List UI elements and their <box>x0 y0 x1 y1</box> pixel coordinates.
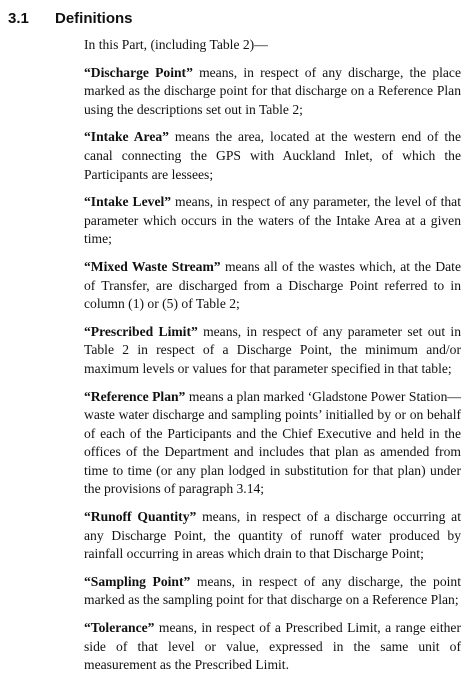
definition-term: “Intake Area” <box>84 129 169 145</box>
definition-intake-area <box>84 128 461 184</box>
definition-term: “Discharge Point” <box>84 64 193 80</box>
section-header <box>0 8 465 30</box>
definition-text: means, in respect of any parameter set out in Table 2 in respect of a Discharge Point, the minimum and/or maximum levels or values for that parameter specified in that table; <box>84 323 461 376</box>
definition-text: means, in respect of a Prescribed Limit, a range either side of that level or value, expressed in the same unit of measurement as the Prescribed Limit. <box>84 620 461 673</box>
definition-text: means, in respect of any parameter, the level of that parameter which occurs in the waters of the Intake Area at a given time; <box>84 194 461 247</box>
section-title: Definitions <box>55 10 133 27</box>
definition-term: “Prescribed Limit” <box>84 323 198 339</box>
definition-term: “Intake Level” <box>84 194 172 210</box>
definition-term: “Runoff Quantity” <box>84 509 197 525</box>
section-number: 3.1 <box>8 10 29 27</box>
definition-tolerance <box>84 619 461 675</box>
definition-intake-level <box>84 193 461 249</box>
definition-text: means the area, located at the western end of the canal connecting the GPS with Auckland Inlet, of which the Participants are lessees; <box>84 129 461 182</box>
definition-term: “Mixed Waste Stream” <box>84 258 221 274</box>
definition-term: “Reference Plan” <box>84 388 186 404</box>
definition-term: “Sampling Point” <box>84 573 191 589</box>
definition-discharge-point <box>84 64 461 120</box>
definition-reference-plan <box>84 388 461 500</box>
definition-text: means all of the wastes which, at the Date of Transfer, are discharged from a Discharge Point referred to in column (1) or (5) of Table 2; <box>84 258 461 312</box>
definition-sampling-point <box>84 573 461 610</box>
definitions-body <box>84 36 461 684</box>
definition-runoff-quantity <box>84 508 461 564</box>
definition-text: means, in respect of a discharge occurring at any Discharge Point, the quantity of runoff water produced by rainfall occurring in areas which drain to that Discharge Point; <box>84 509 461 562</box>
intro-paragraph: In this Part, (including Table 2)— <box>84 37 268 52</box>
definition-prescribed-limit <box>84 323 461 379</box>
definition-text: means a plan marked ‘Gladstone Power Station—waste water discharge and sampling points’ initialled by or on behalf of each of the Participants and the Chief Executive and held in the offices of the Department and includes that plan as amended from time to time (or any plan lodged in substitution for that plan) under the provisions of paragraph 3.14; <box>84 388 461 497</box>
definition-mixed-waste-stream <box>84 258 461 314</box>
definition-text: means, in respect of any discharge, the point marked as the sampling point for that discharge on a Reference Plan; <box>84 573 462 608</box>
definition-term: “Tolerance” <box>84 620 155 636</box>
definition-text: means, in respect of any discharge, the place marked as the discharge point for that discharge on a Reference Plan using the descriptions set out in Table 2; <box>84 64 461 117</box>
